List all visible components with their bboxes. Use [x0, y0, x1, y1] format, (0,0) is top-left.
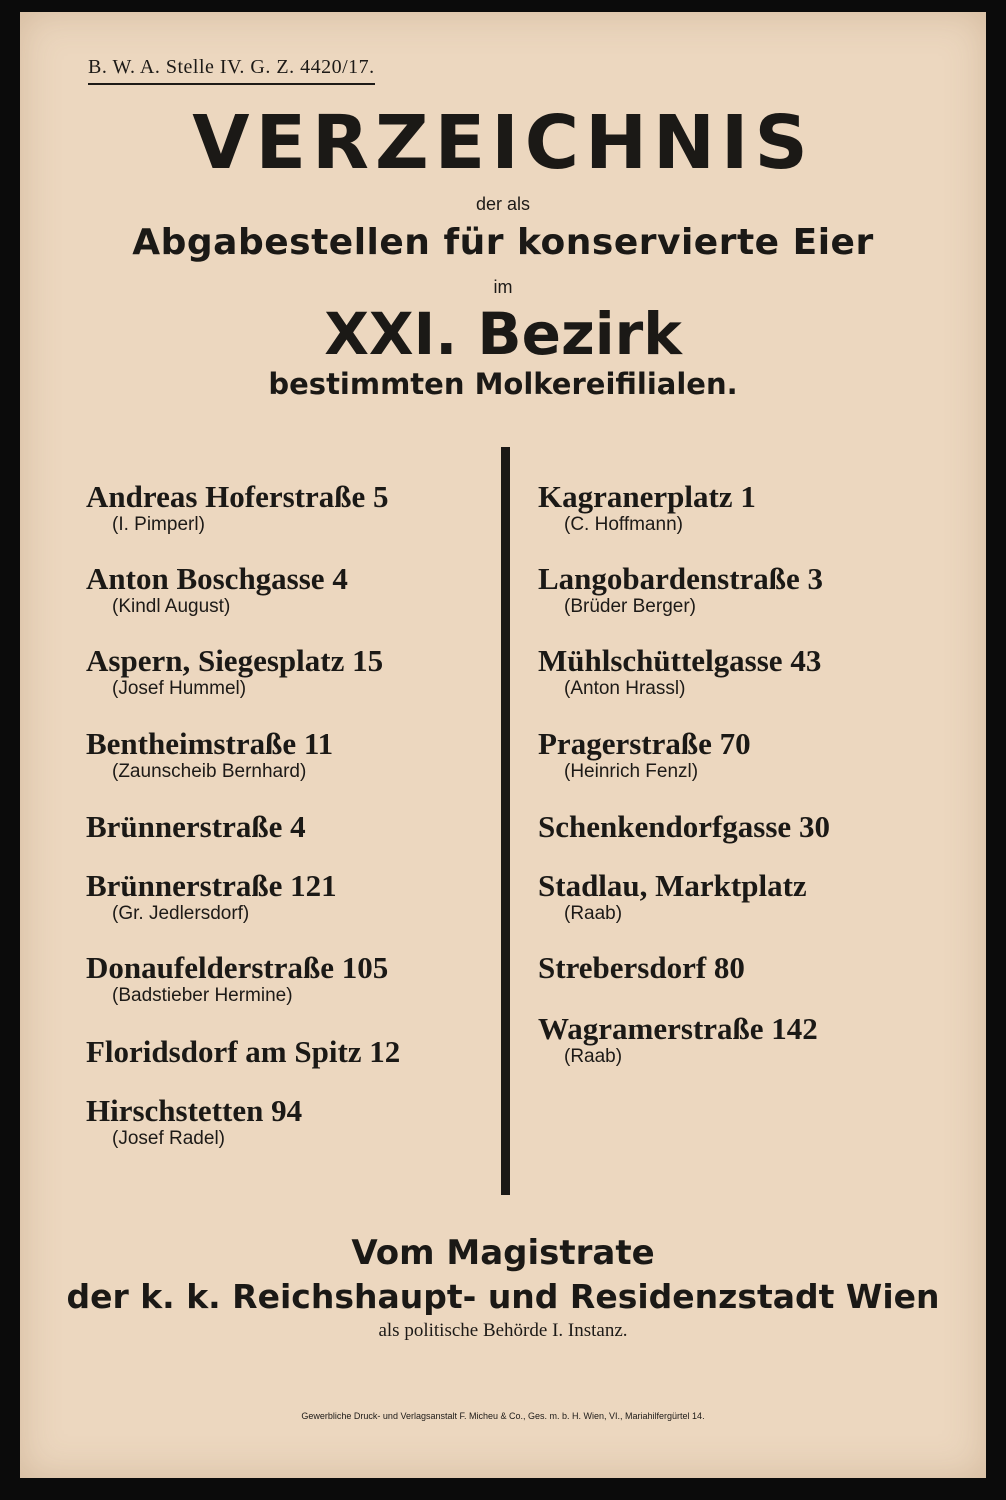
list-item — [86, 727, 333, 783]
list-item — [538, 562, 823, 618]
district-heading: XXI. Bezirk — [324, 300, 682, 368]
reference-number: B. W. A. Stelle IV. G. Z. 4420/17. — [88, 56, 375, 85]
list-item — [86, 810, 306, 844]
street-name: Anton Boschgasse 4 — [86, 561, 348, 596]
street-name: Pragerstraße 70 — [538, 726, 751, 761]
issuer-name: der k. k. Reichshaupt- und Residenzstadt Wien — [66, 1277, 940, 1316]
street-name: Schenkendorfgasse 30 — [538, 809, 830, 844]
street-name: Donaufelderstraße 105 — [86, 950, 389, 985]
owner-name: (Raab) — [564, 1046, 623, 1067]
street-name: Stadlau, Marktplatz — [538, 868, 807, 903]
owner-name: (Josef Hummel) — [112, 678, 247, 699]
owner-name: (Anton Hrassl) — [564, 678, 686, 699]
street-name: Andreas Hoferstraße 5 — [86, 479, 389, 514]
owner-name: (C. Hoffmann) — [564, 514, 683, 535]
column-divider — [501, 447, 510, 1195]
street-name: Brünnerstraße 4 — [86, 809, 306, 844]
list-item — [538, 727, 751, 783]
owner-name: (Zaunscheib Bernhard) — [112, 761, 307, 782]
owner-name: (Raab) — [564, 903, 623, 924]
owner-name: (Brüder Berger) — [564, 596, 696, 617]
street-name: Mühlschüttelgasse 43 — [538, 643, 822, 678]
owner-name: (Kindl August) — [112, 596, 231, 617]
list-item — [86, 480, 389, 536]
issuer-heading: Vom Magistrate — [351, 1233, 655, 1273]
street-name: Brünnerstraße 121 — [86, 868, 337, 903]
subtitle: Abgabestellen für konservierte Eier — [132, 222, 874, 263]
owner-name: (Gr. Jedlersdorf) — [112, 903, 250, 924]
street-name: Floridsdorf am Spitz 12 — [86, 1034, 401, 1069]
list-item — [86, 869, 337, 925]
der-als-text: der als — [475, 194, 531, 214]
owner-name: (Badstieber Hermine) — [112, 985, 293, 1006]
owner-name: (I. Pimperl) — [112, 514, 205, 535]
list-item — [538, 810, 830, 844]
list-item — [538, 644, 821, 700]
list-item — [86, 644, 383, 700]
list-item — [86, 1035, 400, 1069]
page-title: VERZEICHNIS — [192, 100, 814, 186]
street-name: Strebersdorf 80 — [538, 950, 745, 985]
list-item — [86, 562, 348, 618]
owner-name: (Heinrich Fenzl) — [564, 761, 699, 782]
street-name: Hirschstetten 94 — [86, 1093, 303, 1128]
list-item — [538, 869, 807, 925]
im-text: im — [493, 277, 513, 297]
street-name: Kagranerplatz 1 — [538, 479, 756, 514]
determined-subheading: bestimmten Molkereifilialen. — [268, 367, 738, 401]
list-item — [538, 480, 756, 536]
issuer-authority: als politische Behörde I. Instanz. — [378, 1320, 628, 1341]
owner-name: (Josef Radel) — [112, 1128, 225, 1149]
list-item — [538, 951, 745, 985]
street-name: Wagramerstraße 142 — [538, 1011, 818, 1046]
list-item — [86, 951, 388, 1007]
street-name: Langobardenstraße 3 — [538, 561, 824, 596]
street-name: Aspern, Siegesplatz 15 — [86, 643, 384, 678]
printer-imprint: Gewerbliche Druck- und Verlagsanstalt F. Micheu & Co., Ges. m. b. H. Wien, VI., Mariahilfergürtel 14. — [301, 1411, 705, 1421]
street-name: Bentheimstraße 11 — [86, 726, 334, 761]
list-item — [538, 1012, 818, 1068]
list-item — [86, 1094, 302, 1150]
